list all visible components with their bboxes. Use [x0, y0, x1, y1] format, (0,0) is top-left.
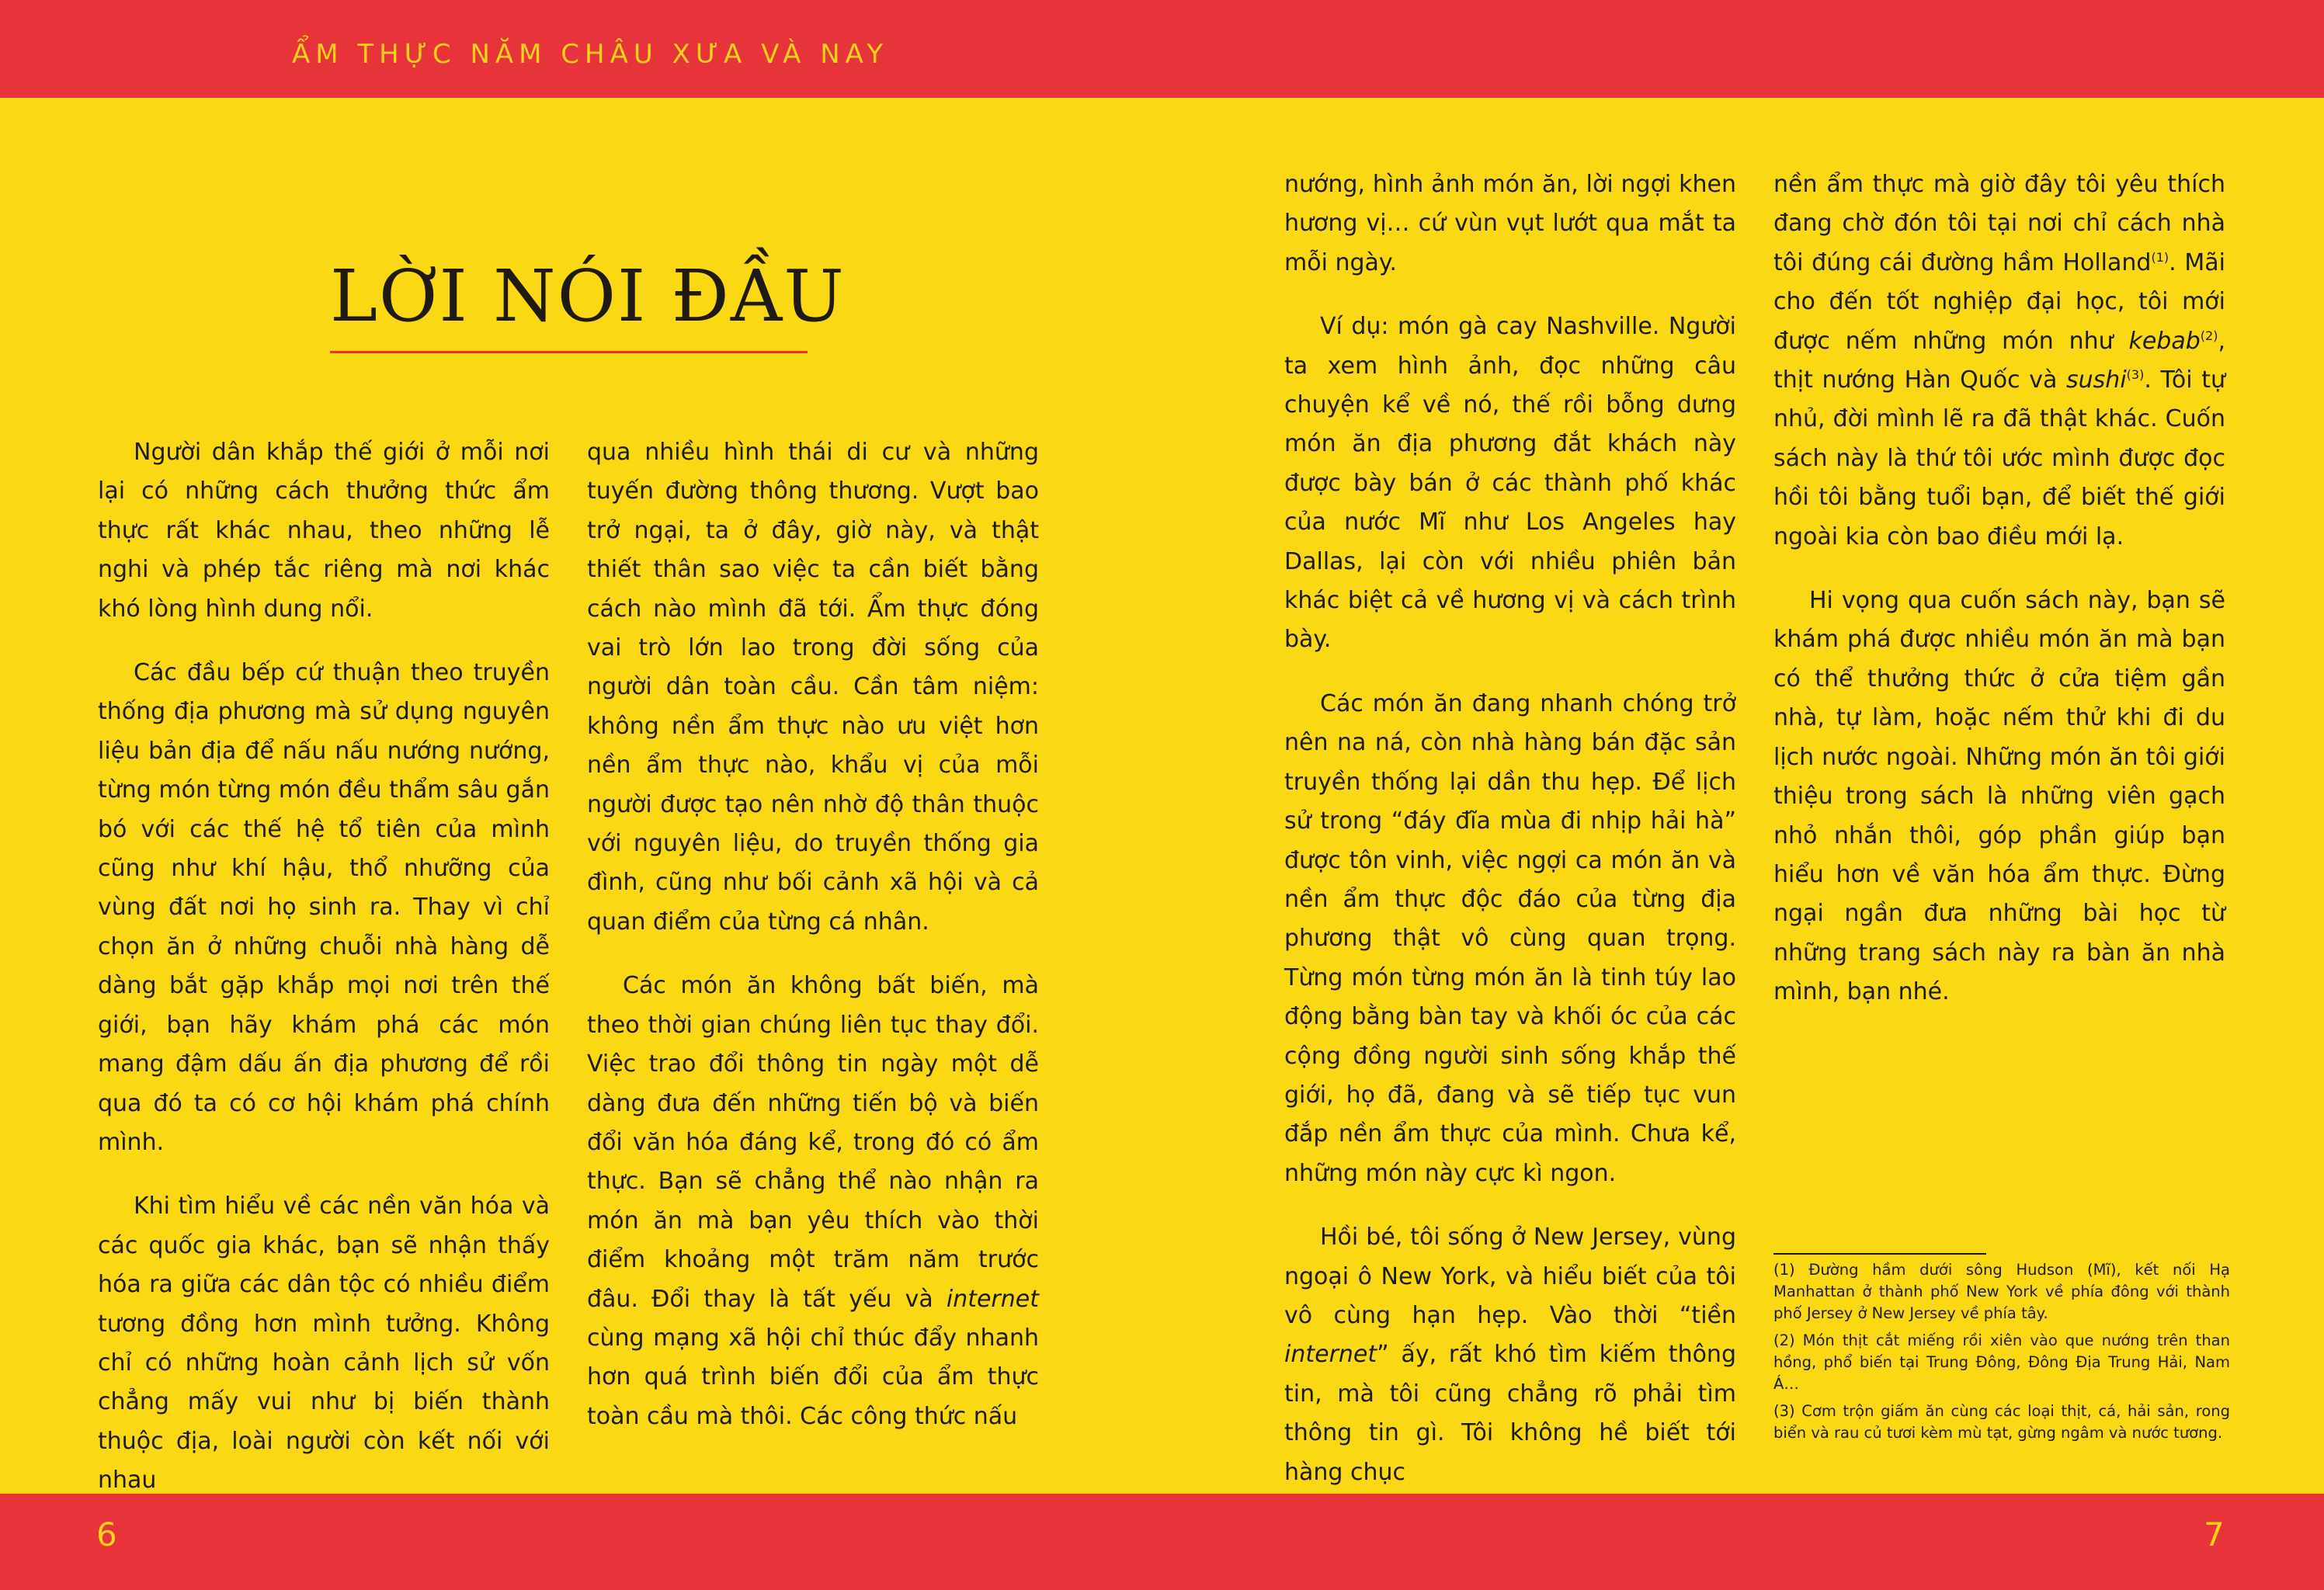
text-column-2 — [587, 433, 1039, 1436]
footnote: (3) Cơm trộn giấm ăn cùng các loại thịt, cá, hải sản, rong biển và rau củ tươi kèm mù tạt, gừng ngâm và nước tương. — [1773, 1402, 2230, 1442]
page-number-left: 6 — [96, 1515, 117, 1554]
footnote-ref: (3) — [2126, 367, 2145, 383]
footnote: (2) Món thịt cắt miếng rồi xiên vào que nướng trên than hồng, phổ biến tại Trung Đông, Đông Địa Trung Hải, Nam Á… — [1773, 1331, 2230, 1393]
footnotes — [1773, 1259, 2230, 1449]
italic-term: kebab — [2128, 327, 2201, 355]
footnote-ref: (1) — [2151, 249, 2169, 265]
footnote-rule — [1773, 1253, 1986, 1255]
chapter-title: LỜI NÓI ĐẦU — [330, 255, 846, 338]
text-column-3 — [1284, 165, 1736, 1492]
text-column-1 — [98, 433, 550, 1501]
text-column-4 — [1773, 165, 2225, 1012]
page-number-right: 7 — [2204, 1515, 2225, 1554]
title-underline — [330, 351, 808, 353]
paragraph: Hi vọng qua cuốn sách này, bạn sẽ khám phá được nhiều món ăn mà bạn có thể thưởng thức ở cửa tiệm gần nhà, tự làm, hoặc nếm thử khi đi du lịch nước ngoài. Những món ăn tôi giới thiệu trong sách là những viên gạch nhỏ nhắn thôi, góp phần giúp bạn hiểu hơn về văn hóa ẩm thực. Đừng ngại ngần đưa những bài học từ những trang sách này ra bàn ăn nhà mình, bạn nhé. — [1773, 587, 2225, 1006]
paragraph: nền ẩm thực mà giờ đây tôi yêu thích đang chờ đón tôi tại nơi chỉ cách nhà tôi đúng cái đường hầm Holland$^{(1)}$. Mãi cho đến tốt nghiệp đại học, tôi mới được nếm những món như kebab$^{(2)}$, thịt nướng Hàn Quốc và sushi$^{(3)}$. Tôi tự nhủ, đời mình lẽ ra đã thật khác. Cuốn sách này là thứ tôi ước mình được đọc hồi tôi bằng tuổi bạn, để biết thế giới ngoài kia còn bao điều mới lạ. — [1773, 171, 2225, 550]
paragraph: Người dân khắp thế giới ở mỗi nơi lại có những cách thưởng thức ẩm thực rất khác nhau, theo những lễ nghi và phép tắc riêng mà nơi khác khó lòng hình dung nổi. — [98, 439, 550, 623]
footer-band — [0, 1494, 2324, 1590]
paragraph: Các món ăn đang nhanh chóng trở nên na ná, còn nhà hàng bán đặc sản truyền thống lại dần thu hẹp. Để lịch sử trong “đáy đĩa mùa đi nhịp hải hà” được tôn vinh, việc ngợi ca món ăn và nền ẩm thực độc đáo của từng địa phương thật vô cùng quan trọng. Từng món từng món ăn là tinh túy lao động bằng bàn tay và khối óc của các cộng đồng người sinh sống khắp thế giới, họ đã, đang và sẽ tiếp tục vun đắp nền ẩm thực của mình. Chưa kể, những món này cực kì ngon. — [1284, 689, 1736, 1187]
footnote-ref: (2) — [2200, 328, 2218, 343]
running-title: ẨM THỰC NĂM CHÂU XƯA VÀ NAY — [292, 39, 889, 70]
paragraph: Các đầu bếp cứ thuận theo truyền thống địa phương mà sử dụng nguyên liệu bản địa để nấu nấu nướng nướng, từng món từng món đều thẩm sâu gắn bó với các thế hệ tổ tiên của mình cũng như khí hậu, thổ nhưỡng của vùng đất nơi họ sinh ra. Thay vì chỉ chọn ăn ở những chuỗi nhà hàng dễ dàng bắt gặp khắp mọi nơi trên thế giới, bạn hãy khám phá các món mang đậm dấu ấn địa phương để rồi qua đó ta có cơ hội khám phá chính mình. — [98, 659, 550, 1156]
paragraph: Khi tìm hiểu về các nền văn hóa và các quốc gia khác, bạn sẽ nhận thấy hóa ra giữa các dân tộc có nhiều điểm tương đồng hơn mình tưởng. Không chỉ có những hoàn cảnh lịch sử vốn chẳng mấy vui như bị biến thành thuộc địa, loài người còn kết nối với nhau — [98, 1192, 550, 1495]
paragraph: Hồi bé, tôi sống ở New Jersey, vùng ngoại ô New York, và hiểu biết của tôi vô cùng hạn hẹp. Vào thời “tiền internet” ấy, rất khó tìm kiếm thông tin, mà tôi cũng chẳng rõ phải tìm thông tin gì. Tôi không hề biết tới hàng chục — [1284, 1224, 1736, 1486]
italic-term: internet — [946, 1285, 1039, 1313]
paragraph: Ví dụ: món gà cay Nashville. Người ta xem hình ảnh, đọc những câu chuyện kể về nó, thế rồi bỗng dưng món ăn địa phương đắt khách này được bày bán ở các thành phố khác của nước Mĩ như Los Angeles hay Dallas, lại còn với nhiều phiên bản khác biệt cả về hương vị và cách trình bày. — [1284, 313, 1736, 654]
italic-term: internet — [1284, 1341, 1377, 1369]
footnote: (1) Đường hầm dưới sông Hudson (Mĩ), kết nối Hạ Manhattan ở thành phố New York về phía đông với thành phố Jersey ở New Jersey về phía tây. — [1773, 1261, 2230, 1322]
paragraph: Các món ăn không bất biến, mà theo thời gian chúng liên tục thay đổi. Việc trao đổi thông tin ngày một dễ dàng đưa đến những tiến bộ và biến đổi văn hóa đáng kể, trong đó có ẩm thực. Bạn sẽ chẳng thể nào nhận ra món ăn mà bạn yêu thích vào thời điểm khoảng một trăm năm trước đâu. Đổi thay là tất yếu và internet cùng mạng xã hội chỉ thúc đẩy nhanh hơn quá trình biến đổi của ẩm thực toàn cầu mà thôi. Các công thức nấu — [587, 972, 1039, 1430]
paragraph: nướng, hình ảnh món ăn, lời ngợi khen hương vị… cứ vùn vụt lướt qua mắt ta mỗi ngày. — [1284, 171, 1736, 276]
italic-term: sushi — [2066, 366, 2127, 394]
paragraph: qua nhiều hình thái di cư và những tuyến đường thông thương. Vượt bao trở ngại, ta ở đây, giờ này, và thật thiết thân sao việc ta cần biết bằng cách nào mình đã tới. Ẩm thực đóng vai trò lớn lao trong đời sống của người dân toàn cầu. Cần tâm niệm: không nền ẩm thực nào ưu việt hơn nền ẩm thực nào, khẩu vị của mỗi người được tạo nên nhờ độ thân thuộc với nguyên liệu, do truyền thống gia đình, cũng như bối cảnh xã hội và cả quan điểm của từng cá nhân. — [587, 439, 1039, 936]
